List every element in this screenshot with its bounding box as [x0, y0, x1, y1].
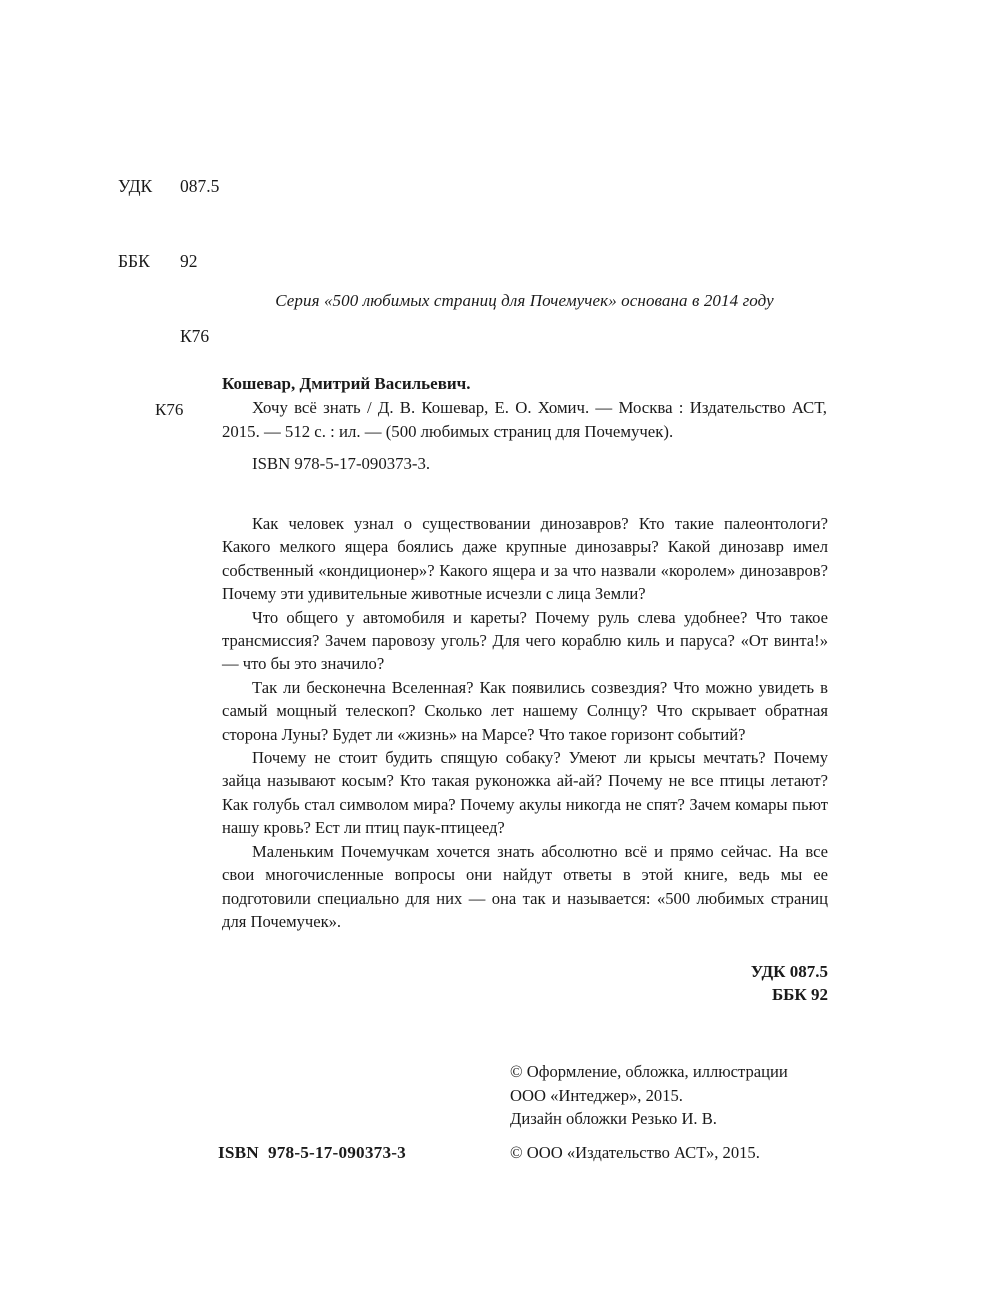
footer-isbn-label: ISBN: [218, 1143, 259, 1162]
annotation-paragraph: Почему не стоит будить спящую собаку? Умеют ли крысы мечтать? Почему зайца называют косым? Кто такая руконожка ай-ай? Почему не все птицы летают? Как голубь стал символом мира? Почему акулы никогда не спят? Зачем комары пьют нашу кровь? Ест ли птиц паук-птицеед?: [222, 748, 828, 838]
bbk-value: 92: [180, 251, 198, 271]
record-side-code: К76: [155, 400, 184, 419]
series-note: Серия «500 любимых страниц для Почемучек» основана в 2014 году: [275, 291, 774, 310]
classification-block-top: [118, 124, 219, 399]
footer-isbn: [218, 1141, 406, 1165]
footer-publisher-copyright: © ООО «Издательство АСТ», 2015.: [510, 1143, 760, 1162]
bbk-bottom-value: ББК 92: [771, 985, 828, 1004]
cataloguing-record: [222, 372, 827, 476]
copyright-line-design: © Оформление, обложка, иллюстрации: [510, 1062, 788, 1081]
annotation-paragraph: Что общего у автомобиля и кареты? Почему руль слева удобнее? Что такое трансмиссия? Зачем паровозу уголь? Для чего кораблю киль и паруса? «От винта!» — что бы это значило?: [222, 607, 828, 674]
classification-block-bottom: [222, 960, 828, 1006]
record-author: Кошевар, Дмитрий Васильевич.: [222, 374, 471, 393]
udk-row: [118, 174, 219, 199]
udk-value: 087.5: [180, 176, 220, 196]
copyright-block: [510, 1060, 788, 1131]
udk-bottom-value: УДК 087.5: [750, 962, 828, 981]
udk-label: УДК: [118, 176, 153, 196]
copyright-line-company: ООО «Интеджер», 2015.: [510, 1085, 683, 1105]
bbk-row: [118, 249, 219, 274]
record-description: Хочу всё знать / Д. В. Кошевар, Е. О. Хомич. — Москва : Издательство АСТ, 2015. — 512 с. : ил. — (500 любимых страниц для Почемучек).: [222, 398, 827, 441]
footer-isbn-value: 978-5-17-090373-3: [267, 1143, 406, 1162]
annotation-paragraph: Так ли бесконечна Вселенная? Как появились созвездия? Что можно увидеть в самый мощный телескоп? Сколько лет нашему Солнцу? Что скрывает обратная сторона Луны? Будет ли «жизнь» на Марсе? Что такое горизонт событий?: [222, 677, 828, 744]
record-isbn: ISBN 978-5-17-090373-3.: [252, 454, 431, 474]
annotation-paragraph: Как человек узнал о существовании динозавров? Кто такие палеонтологи? Какого мелкого ящера боялись даже крупные динозавры? Какой динозавр имел собственный «кондиционер»? Какого ящера и за что назвали «королем» динозавров? Почему эти удивительные животные исчезли с лица Земли?: [222, 514, 828, 604]
annotation-block: [222, 512, 828, 933]
copyright-line-cover-designer: Дизайн обложки Резько И. В.: [510, 1109, 717, 1128]
author-code-value: К76: [180, 326, 210, 346]
bbk-label: ББК: [118, 251, 150, 271]
annotation-paragraph: Маленьким Почемучкам хочется знать абсолютно всё и прямо сейчас. На все свои многочисленные вопросы они найдут ответы в этой книге, ведь мы ее подготовили специально для них — она так и называется: «500 любимых страниц для Почемучек».: [222, 841, 828, 931]
author-code-row: [118, 324, 219, 349]
